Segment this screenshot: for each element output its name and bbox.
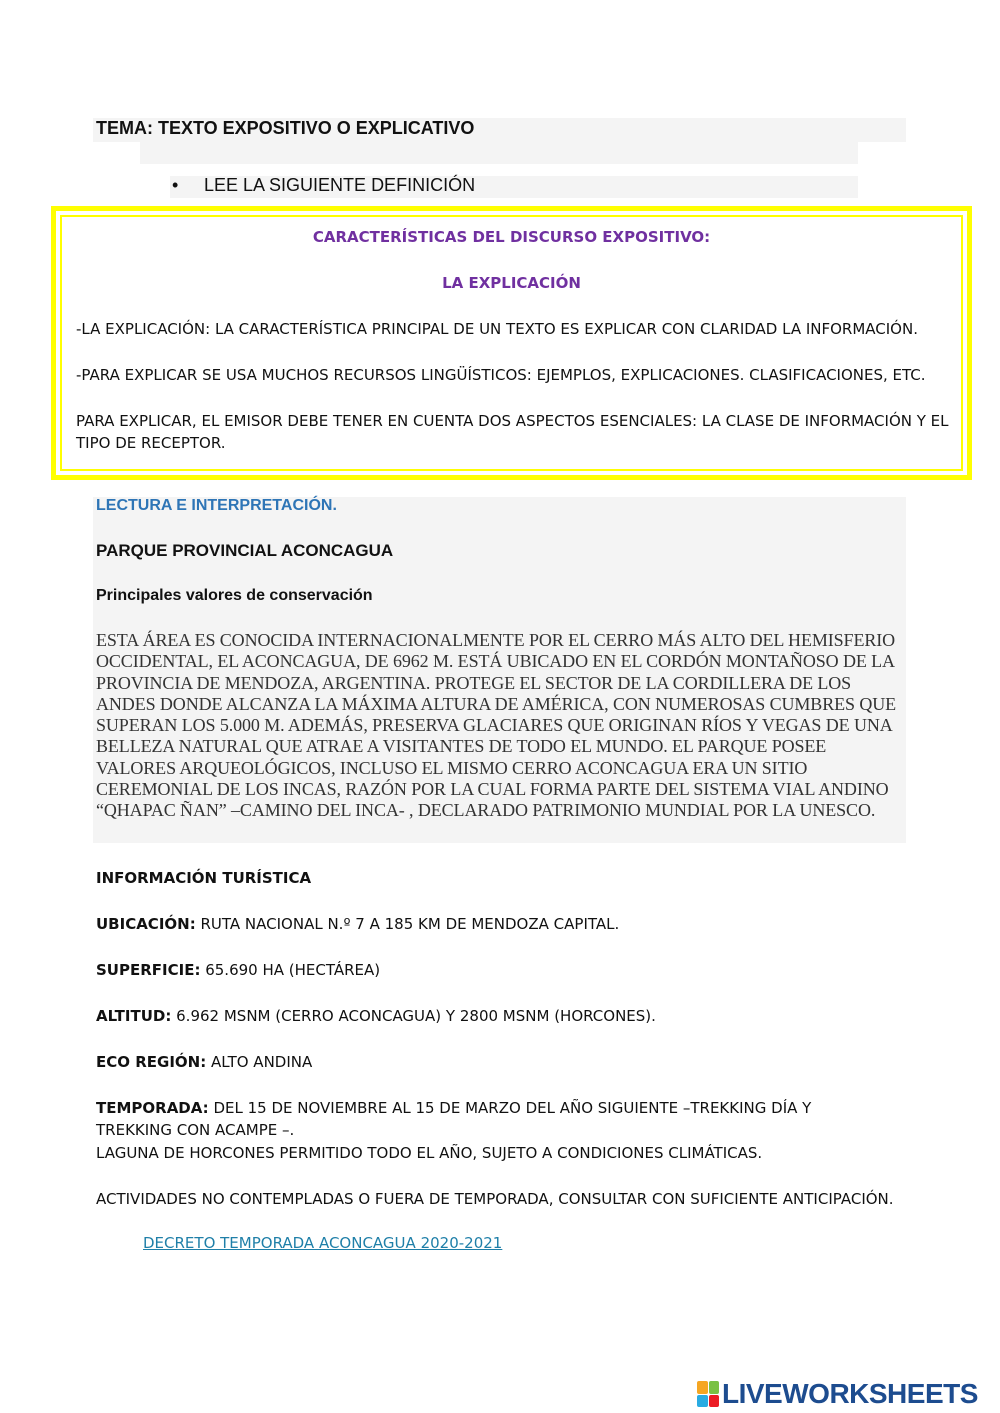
logo-text: LIVEWORKSHEETS [722, 1378, 978, 1409]
decree-link[interactable]: DECRETO TEMPORADA ACONCAGUA 2020-2021 [143, 1234, 503, 1252]
ecoregion-value: ALTO ANDINA [211, 1053, 313, 1071]
tourist-info-heading: INFORMACIÓN TURÍSTICA [96, 869, 312, 887]
location-label: UBICACIÓN: [96, 915, 196, 933]
altitude-value: 6.962 MSNM (CERRO ACONCAGUA) Y 2800 MSNM (HORCONES). [176, 1007, 656, 1025]
location-row [96, 913, 906, 935]
season-value: DEL 15 DE NOVIEMBRE AL 15 DE MARZO DEL AÑO SIGUIENTE –TREKKING DÍA Y TREKKING CON ACAMPE –. [96, 1099, 812, 1139]
definition-heading: CARACTERÍSTICAS DEL DISCURSO EXPOSITIVO: [312, 228, 711, 246]
title-band-lower [140, 142, 858, 164]
ecoregion-row [96, 1051, 906, 1073]
liveworksheets-logo[interactable] [697, 1377, 978, 1411]
location-value: RUTA NACIONAL N.º 7 A 185 KM DE MENDOZA CAPITAL. [200, 915, 620, 933]
definition-box [51, 206, 972, 480]
instruction-bullet: LEE LA SIGUIENTE DEFINICIÓN [204, 175, 476, 195]
surface-row [96, 959, 906, 981]
definition-subheading: LA EXPLICACIÓN [442, 274, 581, 292]
ecoregion-label: ECO REGIÓN: [96, 1053, 207, 1071]
reading-section-title: LECTURA E INTERPRETACIÓN. [96, 497, 337, 514]
park-title: PARQUE PROVINCIAL ACONCAGUA [96, 541, 394, 560]
bullet-dot-icon: • [172, 175, 179, 195]
altitude-row [96, 1005, 906, 1027]
activities-note: ACTIVIDADES NO CONTEMPLADAS O FUERA DE TEMPORADA, CONSULTAR CON SUFICIENTE ANTICIPACIÓN. [96, 1190, 894, 1208]
season-row [96, 1097, 886, 1141]
definition-paragraph: -LA EXPLICACIÓN: LA CARACTERÍSTICA PRINCIPAL DE UN TEXTO ES EXPLICAR CON CLARIDAD LA INFORMACIÓN. [76, 320, 918, 338]
definition-paragraph: -PARA EXPLICAR SE USA MUCHOS RECURSOS LINGÜÍSTICOS: EJEMPLOS, EXPLICACIONES. CLASIFICACIONES, ETC. [76, 366, 926, 384]
logo-mark-icon [697, 1381, 719, 1407]
park-description: ESTA ÁREA ES CONOCIDA INTERNACIONALMENTE POR EL CERRO MÁS ALTO DEL HEMISFERIO OCCIDENTAL, EL ACONCAGUA, DE 6962 M. ESTÁ UBICADO EN EL CORDÓN MONTAÑOSO DE LA PROVINCIA DE MENDOZA, ARGENTINA. PROTEGE EL SECTOR DE LA CORDILLERA DE LOS ANDES DONDE ALCANZA LA MÁXIMA ALTURA DE AMÉRICA, CON NUMEROSAS CUMBRES QUE SUPERAN LOS 5.000 M. ADEMÁS, PRESERVA GLACIARES QUE ORIGINAN RÍOS Y VEGAS DE UNA BELLEZA NATURAL QUE ATRAE A VISITANTES DE TODO EL MUNDO. EL PARQUE POSEE VALORES ARQUEOLÓGICOS, INCLUSO EL MISMO CERRO ACONCAGUA ERA UN SITIO CEREMONIAL DE LOS INCAS, RAZÓN POR LA CUAL FORMA PARTE DEL SISTEMA VIAL ANDINO “QHAPAC ÑAN” –CAMINO DEL INCA- , DECLARADO PATRIMONIO MUNDIAL POR LA UNESCO. [96, 630, 897, 821]
definition-paragraph: PARA EXPLICAR, EL EMISOR DEBE TENER EN CUENTA DOS ASPECTOS ESENCIALES: LA CLASE DE INFORMACIÓN Y EL TIPO DE RECEPTOR. [76, 412, 949, 452]
surface-label: SUPERFICIE: [96, 961, 201, 979]
season-extra: LAGUNA DE HORCONES PERMITIDO TODO EL AÑO, SUJETO A CONDICIONES CLIMÁTICAS. [96, 1144, 763, 1162]
page-title: TEMA: TEXTO EXPOSITIVO O EXPLICATIVO [96, 118, 475, 138]
surface-value: 65.690 HA (HECTÁREA) [205, 961, 381, 979]
season-label: TEMPORADA: [96, 1099, 209, 1117]
conservation-subtitle: Principales valores de conservación [96, 587, 373, 604]
altitude-label: ALTITUD: [96, 1007, 172, 1025]
